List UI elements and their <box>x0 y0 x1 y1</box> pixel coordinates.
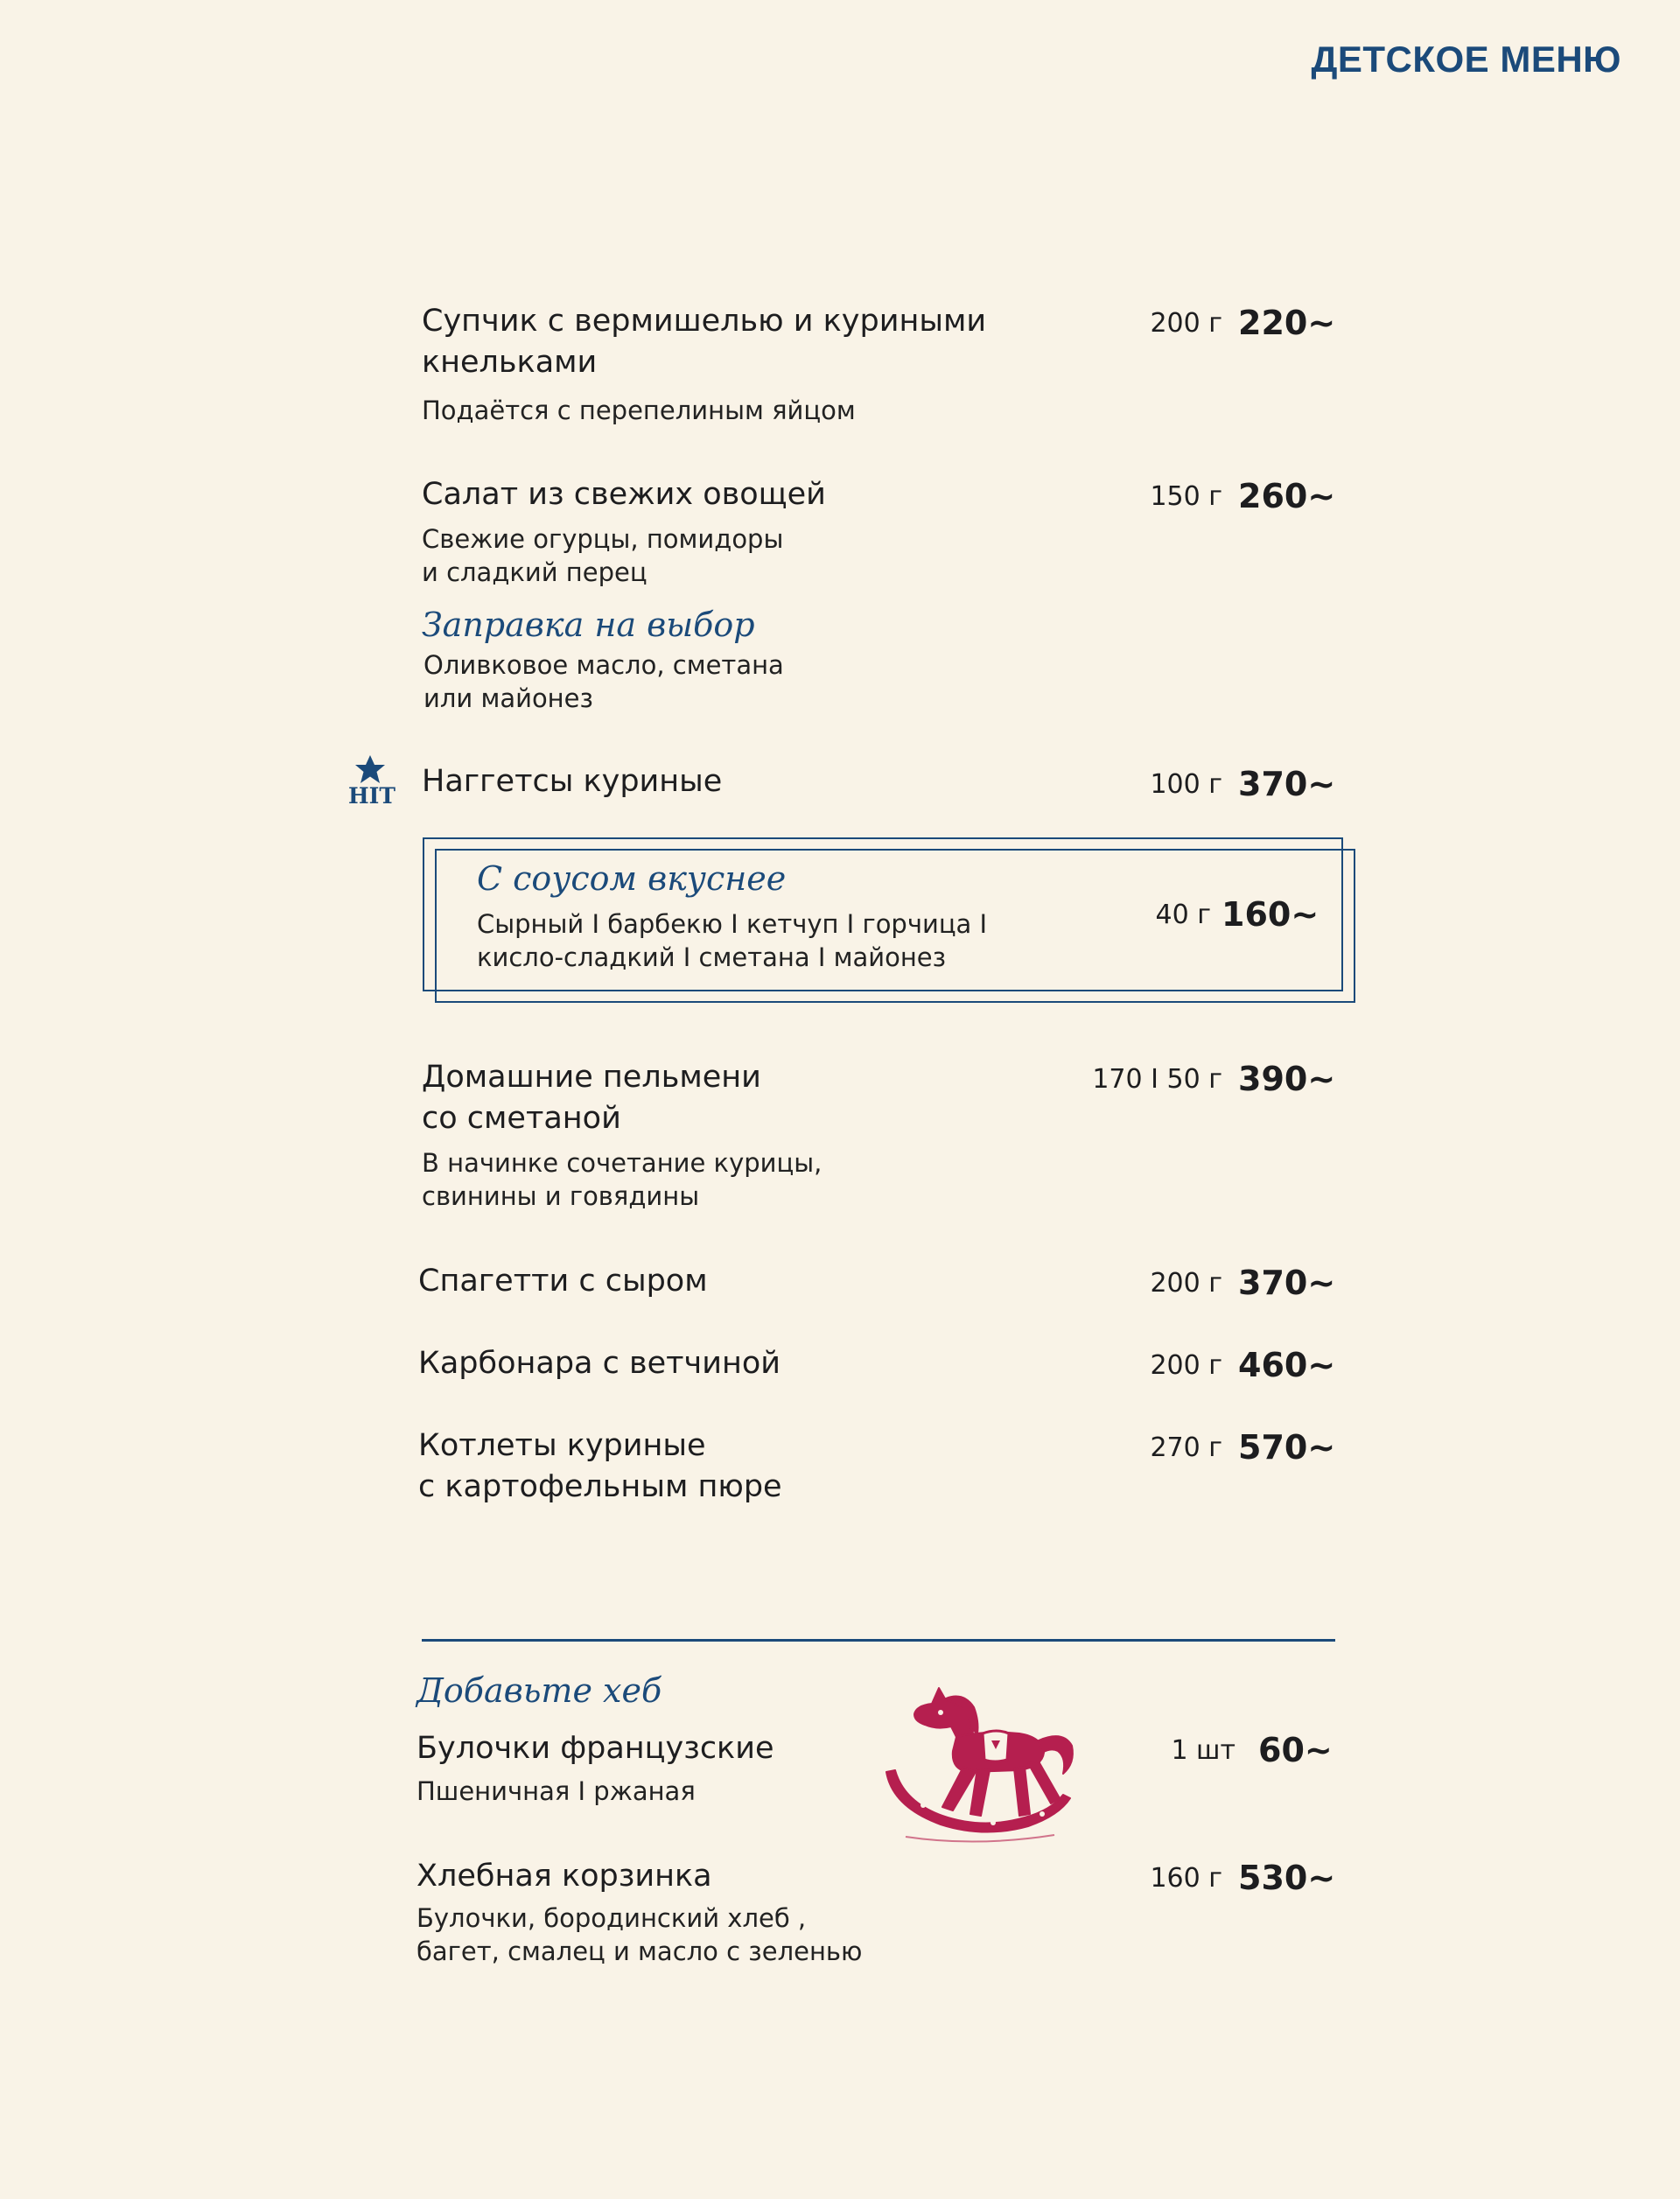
dish-price-soup: 220~ <box>1238 304 1336 342</box>
page-title: ДЕТСКОЕ МЕНЮ <box>1311 39 1621 80</box>
dish-name-spaghetti: Спагетти с сыром <box>418 1264 708 1299</box>
dish-name-salad: Салат из свежих овощей <box>422 477 826 512</box>
dish-price-salad: 260~ <box>1238 477 1336 515</box>
dish-desc-basket: Булочки, бородинский хлеб , багет, смалец и масло с зеленью <box>416 1903 863 1966</box>
dish-name-cutlets: Котлеты куриные с картофельным пюре <box>418 1428 782 1504</box>
dish-name-dumplings: Домашние пельмени со сметаной <box>422 1060 761 1136</box>
dish-weight-buns: 1 шт <box>1171 1735 1236 1766</box>
rocking-horse-icon <box>879 1676 1081 1851</box>
dish-desc-buns: Пшеничная I ржаная <box>416 1776 696 1806</box>
dish-name-carbonara: Карбонара с ветчиной <box>418 1346 781 1381</box>
dish-name-soup: Супчик с вермишелью и куриными кнельками <box>422 304 987 380</box>
dressing-title: Заправка на выбор <box>422 606 755 644</box>
dish-price-nuggets: 370~ <box>1238 765 1336 803</box>
dish-name-buns: Булочки французские <box>416 1731 774 1766</box>
hit-label: HIT <box>348 783 396 809</box>
dish-weight-soup: 200 г <box>1150 308 1222 339</box>
hit-badge <box>348 754 396 809</box>
dish-name-basket: Хлебная корзинка <box>416 1859 712 1894</box>
sauce-options: Сырный I барбекю I кетчуп I горчица I кисло-сладкий I сметана I майонез <box>477 909 988 972</box>
dish-price-carbonara: 460~ <box>1238 1346 1336 1384</box>
sauce-weight: 40 г <box>1155 900 1211 930</box>
dish-price-basket: 530~ <box>1238 1859 1336 1897</box>
dish-price-buns: 60~ <box>1258 1731 1333 1769</box>
dish-price-cutlets: 570~ <box>1238 1428 1336 1467</box>
sauce-price: 160~ <box>1222 895 1320 934</box>
dish-weight-dumplings: 170 I 50 г <box>1092 1064 1222 1095</box>
sauce-title: С соусом вкуснее <box>477 859 787 898</box>
bread-section-title: Добавьте хеб <box>416 1671 662 1710</box>
dish-price-dumplings: 390~ <box>1238 1060 1336 1098</box>
star-icon <box>354 754 386 784</box>
dish-desc-soup: Подаётся с перепелиным яйцом <box>422 396 856 425</box>
section-divider <box>422 1639 1335 1642</box>
dish-desc-salad: Свежие огурцы, помидоры и сладкий перец <box>422 524 784 587</box>
dish-weight-spaghetti: 200 г <box>1150 1268 1222 1299</box>
dressing-options: Оливковое масло, сметана или майонез <box>424 650 784 713</box>
dish-weight-carbonara: 200 г <box>1150 1350 1222 1381</box>
dish-weight-salad: 150 г <box>1150 481 1222 512</box>
dish-name-nuggets: Наггетсы куриные <box>422 764 723 799</box>
dish-weight-cutlets: 270 г <box>1150 1432 1222 1463</box>
dish-weight-basket: 160 г <box>1150 1863 1222 1894</box>
dish-price-spaghetti: 370~ <box>1238 1264 1336 1302</box>
dish-weight-nuggets: 100 г <box>1150 769 1222 800</box>
dish-desc-dumplings: В начинке сочетание курицы, свинины и говядины <box>422 1148 822 1211</box>
